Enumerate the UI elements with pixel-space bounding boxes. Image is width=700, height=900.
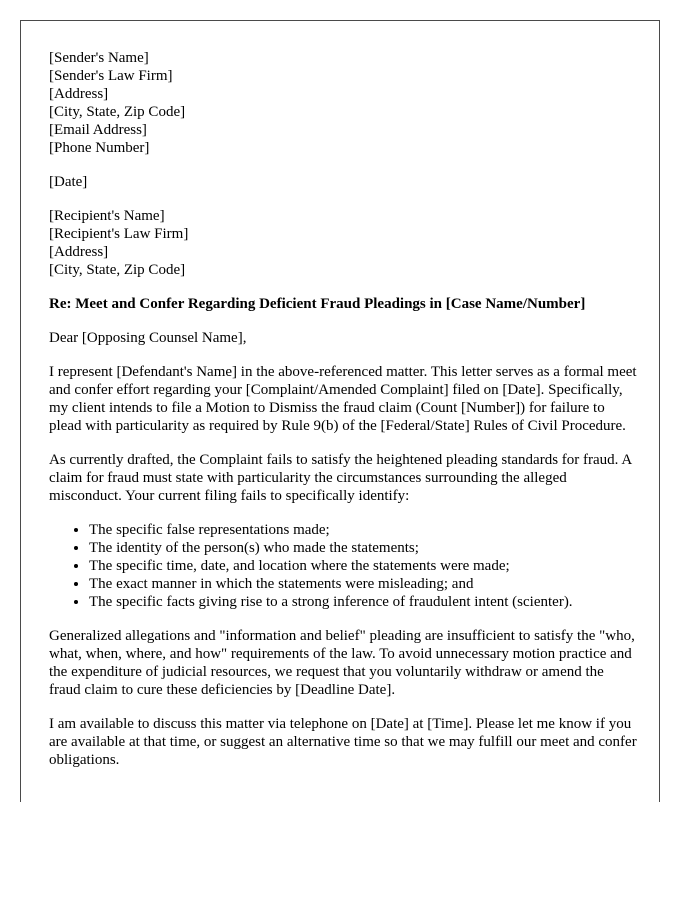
sender-name: [Sender's Name] bbox=[49, 50, 149, 66]
letter-content bbox=[49, 49, 639, 785]
paragraph-request: Generalized allegations and "information and belief" pleading are insufficient to satisfy the "who, what, when, where, and how" requirements of the law. To avoid unnecessary motion practice and the expenditure of judicial resources, we request that you voluntarily withdraw or amend the fraud claim to cure these deficiencies by [Deadline Date]. bbox=[49, 628, 635, 698]
recipient-firm: [Recipient's Law Firm] bbox=[49, 226, 189, 242]
paragraph-intro: I represent [Defendant's Name] in the above-referenced matter. This letter serves as a formal meet and confer effort regarding your [Complaint/Amended Complaint] filed on [Date]. Specifically, my client intends to file a Motion to Dismiss the fraud claim (Count [Number]) for failure to plead with particularity as required by Rule 9(b) of the [Federal/State] Rules of Civil Procedure. bbox=[49, 364, 637, 434]
letter-page bbox=[20, 20, 660, 802]
date-block bbox=[49, 173, 639, 191]
sender-phone: [Phone Number] bbox=[49, 140, 150, 156]
recipient-city: [City, State, Zip Code] bbox=[49, 262, 186, 278]
sender-block bbox=[49, 49, 639, 157]
subject-line: Re: Meet and Confer Regarding Deficient Fraud Pleadings in [Case Name/Number] bbox=[49, 296, 586, 312]
list-item: • The specific time, date, and location where the statements were made; bbox=[89, 557, 639, 575]
deficiency-list bbox=[49, 521, 639, 611]
letter-date: [Date] bbox=[49, 174, 88, 190]
paragraph-availability: I am available to discuss this matter via telephone on [Date] at [Time]. Please let me know if you are available at that time, or suggest an alternative time so that we may fulfill our meet and confer obligations. bbox=[49, 716, 637, 768]
list-item: • The identity of the person(s) who made the statements; bbox=[89, 539, 639, 557]
sender-city: [City, State, Zip Code] bbox=[49, 104, 186, 120]
list-item: • The exact manner in which the statements were misleading; and bbox=[89, 575, 639, 593]
recipient-block bbox=[49, 207, 639, 279]
recipient-name: [Recipient's Name] bbox=[49, 208, 165, 224]
recipient-address: [Address] bbox=[49, 244, 109, 260]
sender-address: [Address] bbox=[49, 86, 109, 102]
list-item: • The specific false representations made; bbox=[89, 521, 639, 539]
salutation: Dear [Opposing Counsel Name], bbox=[49, 330, 247, 346]
paragraph-deficiency: As currently drafted, the Complaint fails to satisfy the heightened pleading standards for fraud. A claim for fraud must state with particularity the circumstances surrounding the alleged misconduct. Your current filing fails to specifically identify: bbox=[49, 452, 632, 504]
list-item: • The specific facts giving rise to a strong inference of fraudulent intent (scienter). bbox=[89, 593, 639, 611]
sender-firm: [Sender's Law Firm] bbox=[49, 68, 173, 84]
sender-email: [Email Address] bbox=[49, 122, 147, 138]
